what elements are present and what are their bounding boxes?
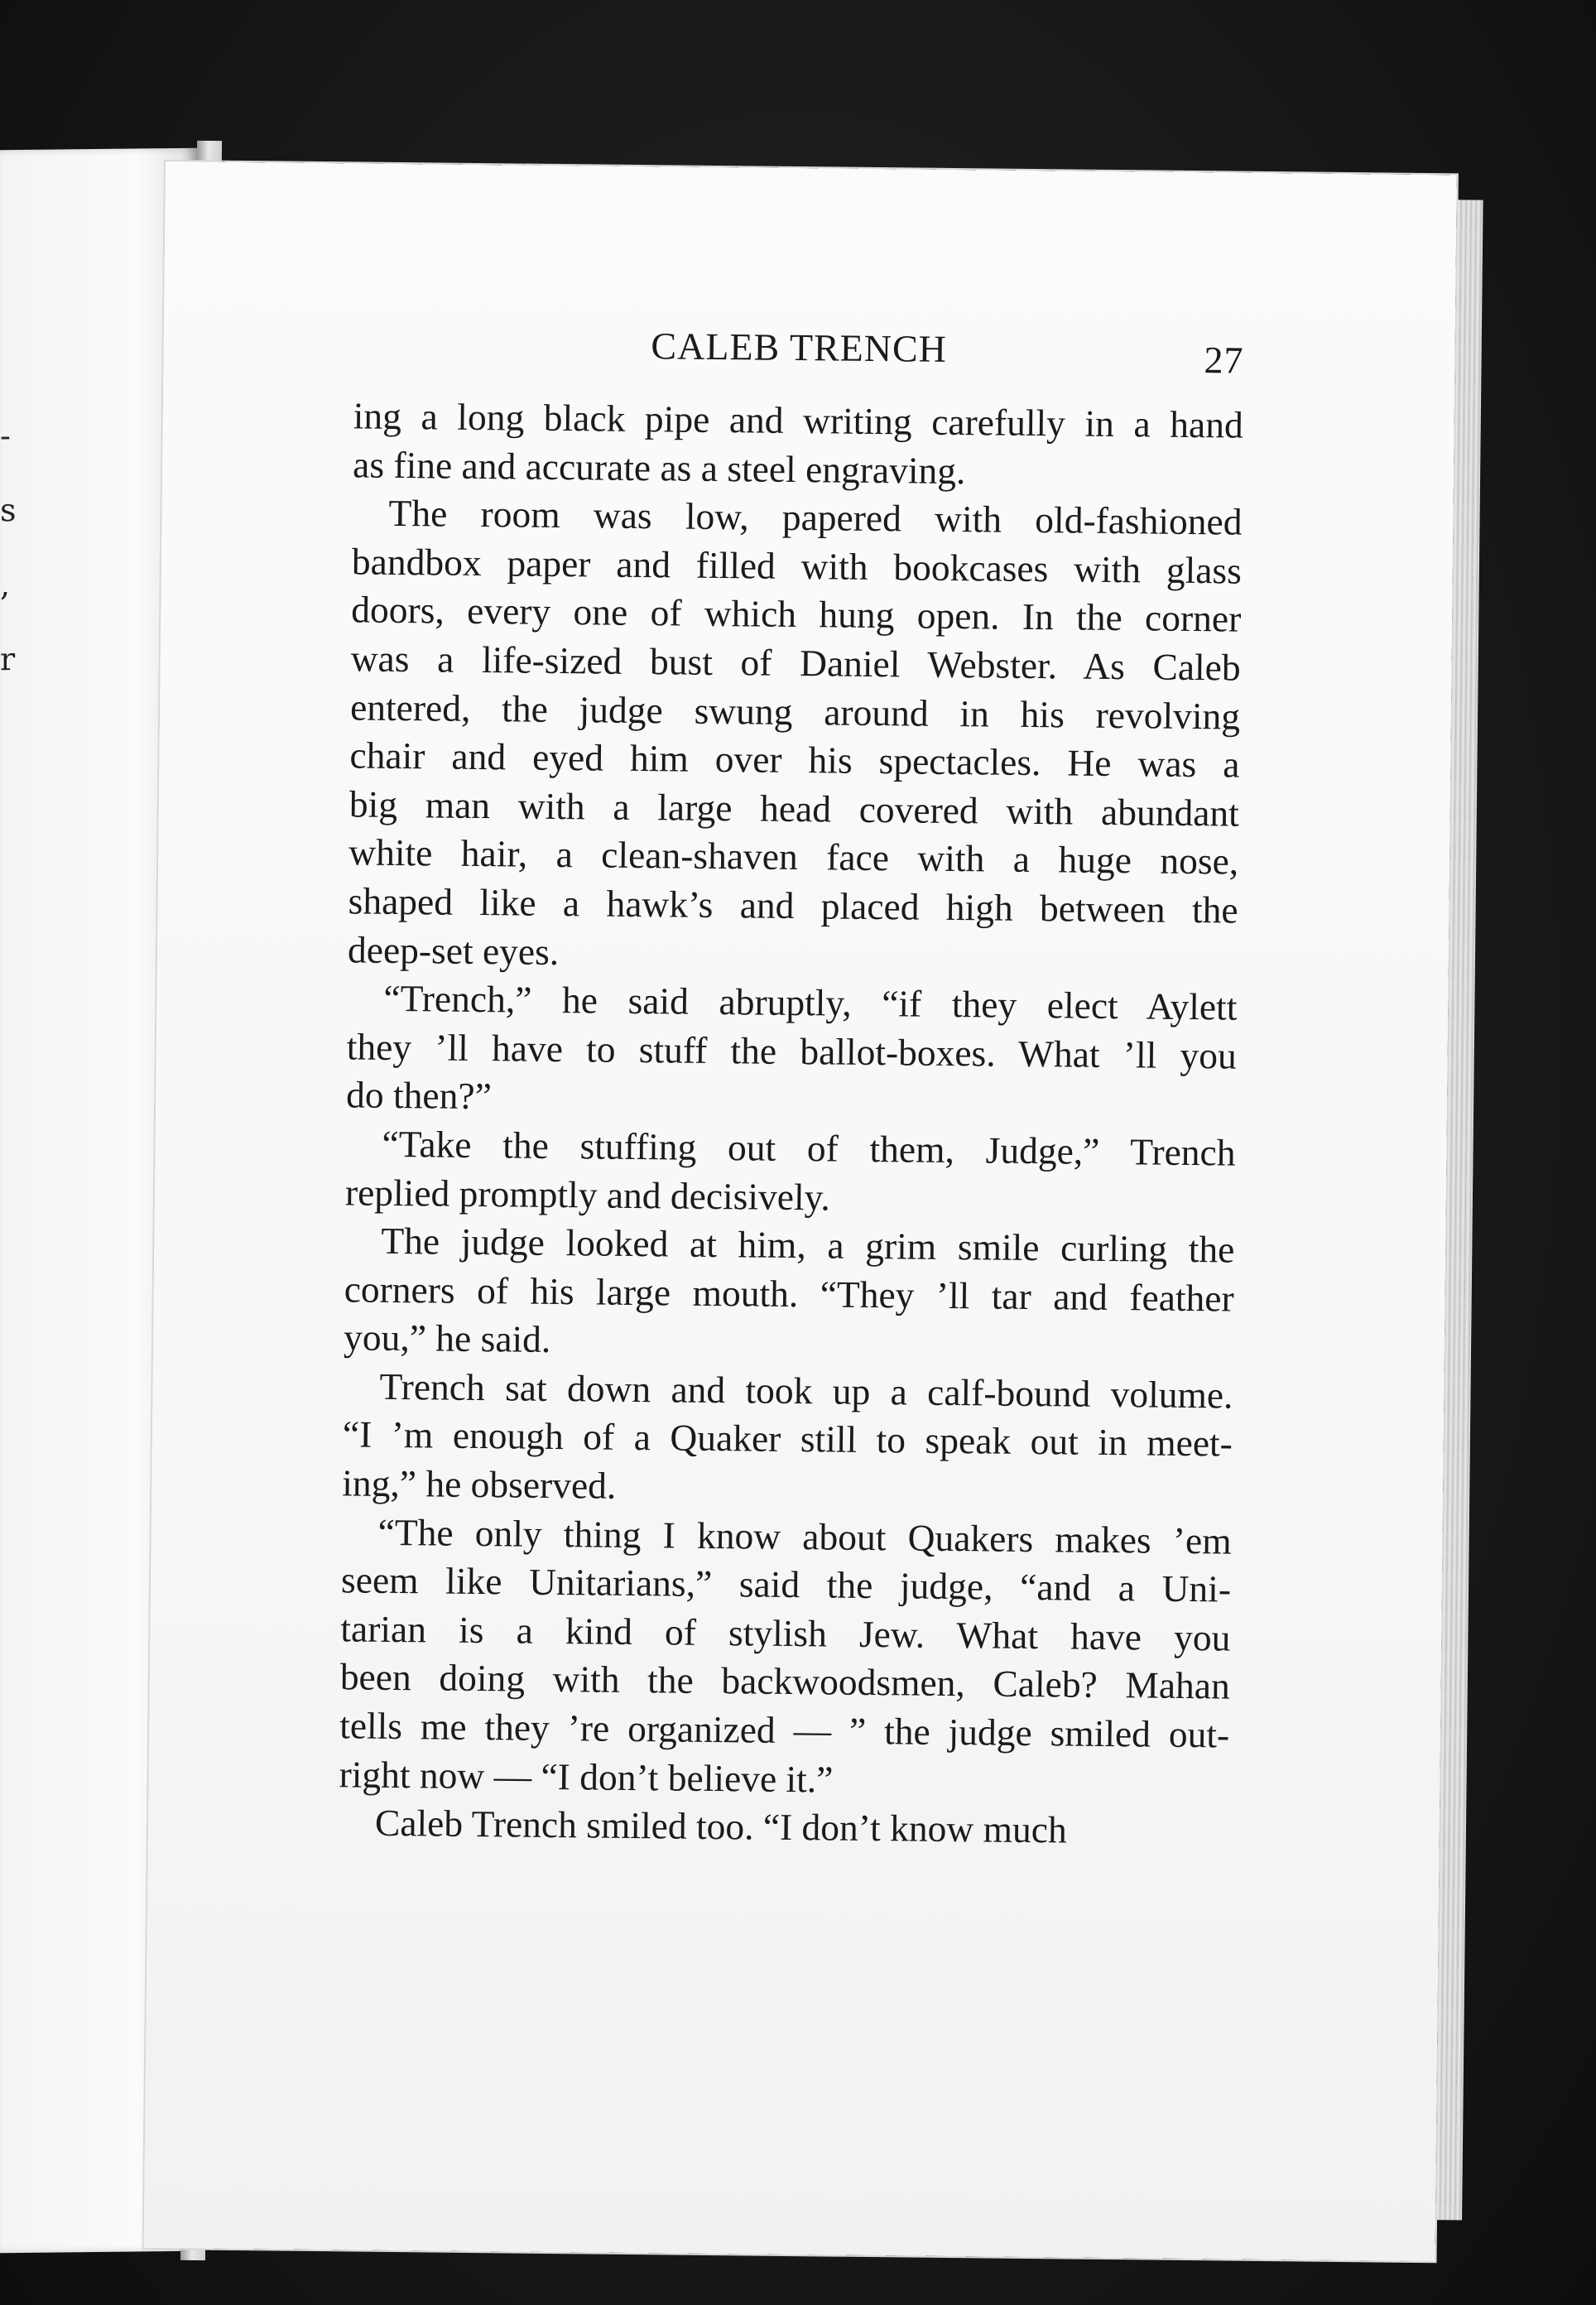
text-line: “The only thing I know about Quakers makes ’em [377, 1510, 1232, 1562]
text-line: Trench sat down and took up a calf-bound volume. [379, 1364, 1233, 1417]
page-stack-edge [1435, 200, 1483, 2220]
text-line: been doing with the backwoodsmen, Caleb? Mahan [339, 1655, 1231, 1708]
paragraph [346, 974, 1238, 1128]
book-page [144, 161, 1457, 2261]
text-line: bandbox paper and filled with bookcases with glass [351, 540, 1243, 592]
text-line: tells me they ’re organized — ” the judge smiled out- [339, 1704, 1230, 1756]
paragraph [342, 1362, 1233, 1517]
text-line: “Take the stuffing out of them, Judge,” Trench [382, 1122, 1236, 1174]
text-line: they ’ll have to stuff the ballot-boxes. What ’ll you [346, 1025, 1238, 1077]
text-line: was a life-sized bust of Daniel Webster. As Caleb [350, 637, 1241, 689]
text-line: you,” he said. [343, 1316, 551, 1361]
text-line: shaped like a hawk’s and placed high between the [348, 879, 1238, 931]
text-line: ing a long black pipe and writing carefully in a hand [353, 394, 1244, 446]
text-line: Caleb Trench smiled too. “I don’t know much [374, 1801, 1068, 1851]
text-line: as fine and accurate as a steel engraving. [352, 442, 966, 492]
text-line: The judge looked at him, a grim smile curling the [381, 1219, 1235, 1271]
text-line: white hair, a clean-shaven face with a huge nose, [349, 830, 1239, 883]
previous-page-mark: - [0, 417, 11, 455]
text-line: do then?” [345, 1073, 493, 1118]
running-head [353, 320, 1244, 396]
text-line: right now — “I don’t believe it.” [339, 1752, 834, 1801]
previous-page-mark: r [0, 641, 16, 678]
text-line: corners of his large mouth. “They ’ll tar and feather [344, 1268, 1234, 1320]
text-line: entered, the judge swung around in his revolving [349, 685, 1241, 738]
page-number: 27 [1204, 339, 1244, 382]
text-line: seem like Unitarians,” said the judge, “and a Uni- [340, 1558, 1232, 1610]
text-line: chair and eyed him over his spectacles. He was a [349, 734, 1240, 786]
paragraph [345, 1119, 1236, 1225]
text-line: deep-set eyes. [347, 927, 560, 973]
text-line: replied promptly and decisively. [344, 1170, 831, 1218]
previous-page-mark: s [0, 492, 17, 529]
previous-page-marks [0, 398, 17, 696]
text-line: big man with a large head covered with abundant [349, 782, 1240, 835]
paragraph [348, 489, 1243, 984]
text-line: “I ’m enough of a Quaker still to speak out in meet- [342, 1412, 1233, 1465]
paragraph [339, 1799, 1229, 1857]
previous-page-mark: , [0, 566, 11, 604]
page-content [336, 320, 1244, 2052]
text-line: ing,” he observed. [342, 1461, 617, 1507]
paragraph [339, 1508, 1232, 1808]
body-text [339, 392, 1243, 1856]
text-line: doors, every one of which hung open. In the corner [351, 588, 1242, 641]
paragraph [344, 1216, 1235, 1371]
paragraph [353, 392, 1243, 498]
text-line: “Trench,” he said abruptly, “if they elect Aylett [383, 976, 1238, 1028]
text-line: The room was low, papered with old-fashioned [388, 492, 1243, 543]
running-head-title: CALEB TRENCH [651, 325, 948, 370]
text-line: tarian is a kind of stylish Jew. What have you [340, 1607, 1231, 1659]
